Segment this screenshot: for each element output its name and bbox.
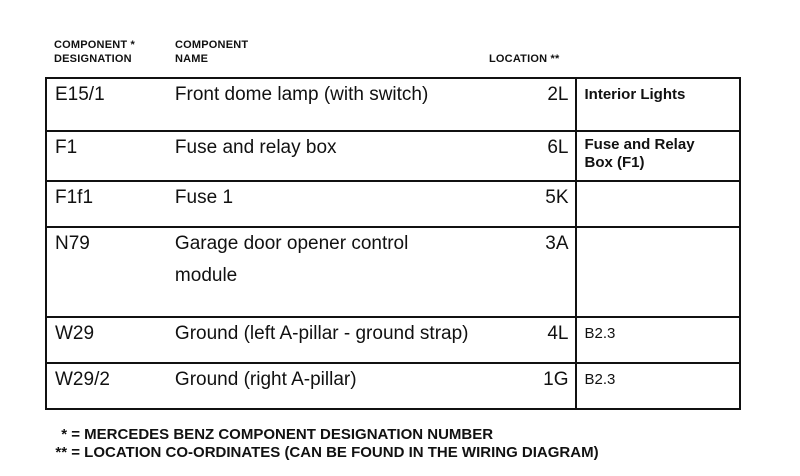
name-line: Garage door opener control [174,233,409,254]
header-designation-line1: COMPONENT * [54,39,136,51]
location-cell: 2L [520,78,576,131]
location-cell: 6L [520,131,576,181]
note-cell [576,78,741,131]
note-line: Interior Lights [584,86,686,103]
name-cell: Ground (left A-pillar - ground strap) [167,317,520,363]
table-row [46,317,740,363]
header-name-line2: NAME [175,53,209,65]
header-name [175,38,248,66]
name-line: module [174,265,238,286]
header-name-line1: COMPONENT [175,39,249,51]
header-designation [54,38,135,66]
location-cell: 3A [520,227,576,317]
location-cell: 5K [520,181,576,227]
table-row [46,131,740,181]
note-cell [576,131,741,181]
designation-cell: F1f1 [46,181,167,227]
designation-cell: N79 [46,227,167,317]
designation-cell: E15/1 [46,78,167,131]
footnote-location [52,444,599,462]
footnote-text: LOCATION CO-ORDINATES (CAN BE FOUND IN THE WIRING DIAGRAM) [84,444,599,461]
name-cell [167,227,520,317]
location-cell: 1G [520,363,576,409]
designation-cell: W29/2 [46,363,167,409]
note-cell: B2.3 [576,317,741,363]
note-cell [576,227,741,317]
name-cell: Front dome lamp (with switch) [167,78,520,131]
table-row [46,363,740,409]
name-cell: Fuse and relay box [167,131,520,181]
name-cell: Ground (right A-pillar) [167,363,520,409]
note-cell: B2.3 [576,363,741,409]
note-line: Box (F1) [584,154,645,171]
note-line: Fuse and Relay [584,136,695,153]
designation-cell: F1 [46,131,167,181]
table-row [46,181,740,227]
footnote-mark: * = [61,426,80,443]
note-cell [576,181,741,227]
header-location [489,52,559,66]
footnote-mark: ** = [55,444,80,461]
table-row [46,227,740,317]
location-cell: 4L [520,317,576,363]
footnote-text: MERCEDES BENZ COMPONENT DESIGNATION NUMBER [84,426,494,443]
component-table [45,77,741,410]
designation-cell: W29 [46,317,167,363]
table-row [46,78,740,131]
name-cell: Fuse 1 [167,181,520,227]
footnote-designation [52,426,493,444]
header-location-label: LOCATION ** [489,53,560,65]
header-designation-line2: DESIGNATION [54,53,132,65]
